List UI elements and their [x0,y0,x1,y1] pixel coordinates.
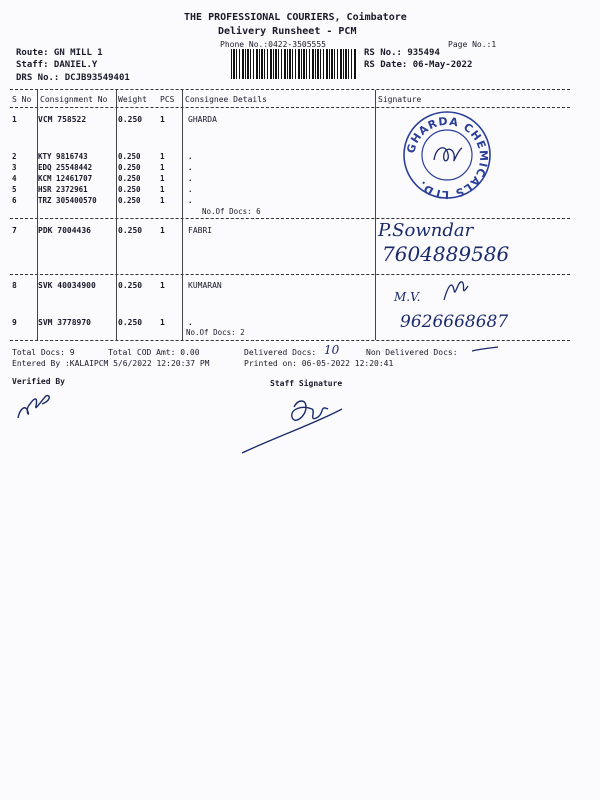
rs-date: RS Date: 06-May-2022 [364,60,473,70]
company-name: THE PROFESSIONAL COURIERS, Coimbatore [184,12,407,23]
col-header-pcs: PCS [160,95,175,104]
row-pcs: 1 [160,185,165,194]
row-consignment: SVK 40034900 [38,281,96,290]
entered-by: Entered By :KALAIPCM 5/6/2022 12:20:37 PM [12,359,210,368]
row-pcs: 1 [160,281,165,290]
row-consignment: EDQ 25548442 [38,163,93,172]
row-details: . [188,174,193,183]
row-sno: 7 [12,226,17,235]
document-title: Delivery Runsheet - PCM [218,26,357,37]
total-cod: Total COD Amt: 0.00 [108,348,200,357]
drs-number: DRS No.: DCJB93549401 [16,73,130,83]
group-doc-count: No.Of Docs: 2 [186,328,245,337]
row-consignment: SVM 3778970 [38,318,91,327]
row-weight: 0.250 [118,318,143,327]
barcode [231,49,357,79]
col-divider-2 [116,90,117,340]
row-details: KUMARAN [188,281,222,290]
row-weight: 0.250 [118,174,141,183]
non-delivered-docs-label: Non Delivered Docs: [366,348,458,357]
col-header-consignment: Consignment No [40,95,108,104]
verified-by-label: Verified By [12,377,65,386]
row-details: . [188,318,193,327]
handwritten-phone: 9626668687 [400,312,509,332]
non-delivered-dash [470,345,500,355]
group-rule-2 [10,274,570,275]
row-sno: 3 [12,163,17,172]
row-pcs: 1 [160,152,165,161]
staff-signature-label: Staff Signature [270,379,343,388]
col-divider-3 [182,90,183,340]
signature-scribble [440,276,470,304]
row-consignment: PDK 7004436 [38,226,91,235]
row-sno: 2 [12,152,17,161]
row-weight: 0.250 [118,115,143,124]
total-docs: Total Docs: 9 [12,348,75,357]
row-weight: 0.250 [118,152,141,161]
col-divider-4 [375,90,376,340]
row-consignment: VCM 758522 [38,115,87,124]
row-consignment: TRZ 305400570 [38,196,97,205]
phone-number: Phone No.:0422-3505555 [220,40,326,49]
route: Route: GN MILL 1 [16,48,103,58]
row-pcs: 1 [160,318,165,327]
staff: Staff: DANIEL.Y [16,60,98,70]
row-pcs: 1 [160,163,165,172]
delivered-docs-label: Delivered Docs: [244,348,317,357]
handwritten-name: M.V. [394,290,421,304]
row-sno: 4 [12,174,17,183]
row-details: . [188,152,193,161]
row-sno: 5 [12,185,17,194]
delivered-docs-value: 10 [324,343,340,357]
row-pcs: 1 [160,115,165,124]
col-header-consignee: Consignee Details [185,95,267,104]
row-pcs: 1 [160,174,165,183]
row-weight: 0.250 [118,281,143,290]
col-divider-1 [37,90,38,340]
staff-signature [236,395,346,457]
row-consignment: KTY 9816743 [38,152,88,161]
table-rule-end [10,340,570,341]
row-pcs: 1 [160,226,165,235]
col-header-weight: Weight [118,95,147,104]
col-header-sno: S No [12,95,32,104]
svg-text:GHARDA CHEMICALS LTD.: GHARDA CHEMICALS LTD. [404,114,491,200]
row-weight: 0.250 [118,196,141,205]
row-details: GHARDA [188,115,217,124]
company-stamp [396,108,496,200]
handwritten-phone: 7604889586 [382,242,510,266]
row-weight: 0.250 [118,226,143,235]
printed-on: Printed on: 06-05-2022 12:20:41 [244,359,394,368]
row-pcs: 1 [160,196,165,205]
row-weight: 0.250 [118,185,141,194]
group-rule-1 [10,218,570,219]
row-weight: 0.250 [118,163,141,172]
group-doc-count: No.Of Docs: 6 [202,207,261,216]
row-details: . [188,185,193,194]
verifier-signature [12,390,57,422]
row-details: FABRI [188,226,213,235]
row-sno: 1 [12,115,17,124]
row-sno: 8 [12,281,17,290]
row-consignment: HSR 2372961 [38,185,88,194]
row-sno: 9 [12,318,17,327]
row-consignment: KCM 12461707 [38,174,93,183]
col-header-signature: Signature [378,95,422,104]
page-number: Page No.:1 [448,40,497,49]
row-details: . [188,196,193,205]
row-details: . [188,163,193,172]
row-sno: 6 [12,196,17,205]
handwritten-name: P.Sowndar [378,220,474,241]
rs-number: RS No.: 935494 [364,48,440,58]
header-rule-top [10,89,570,90]
